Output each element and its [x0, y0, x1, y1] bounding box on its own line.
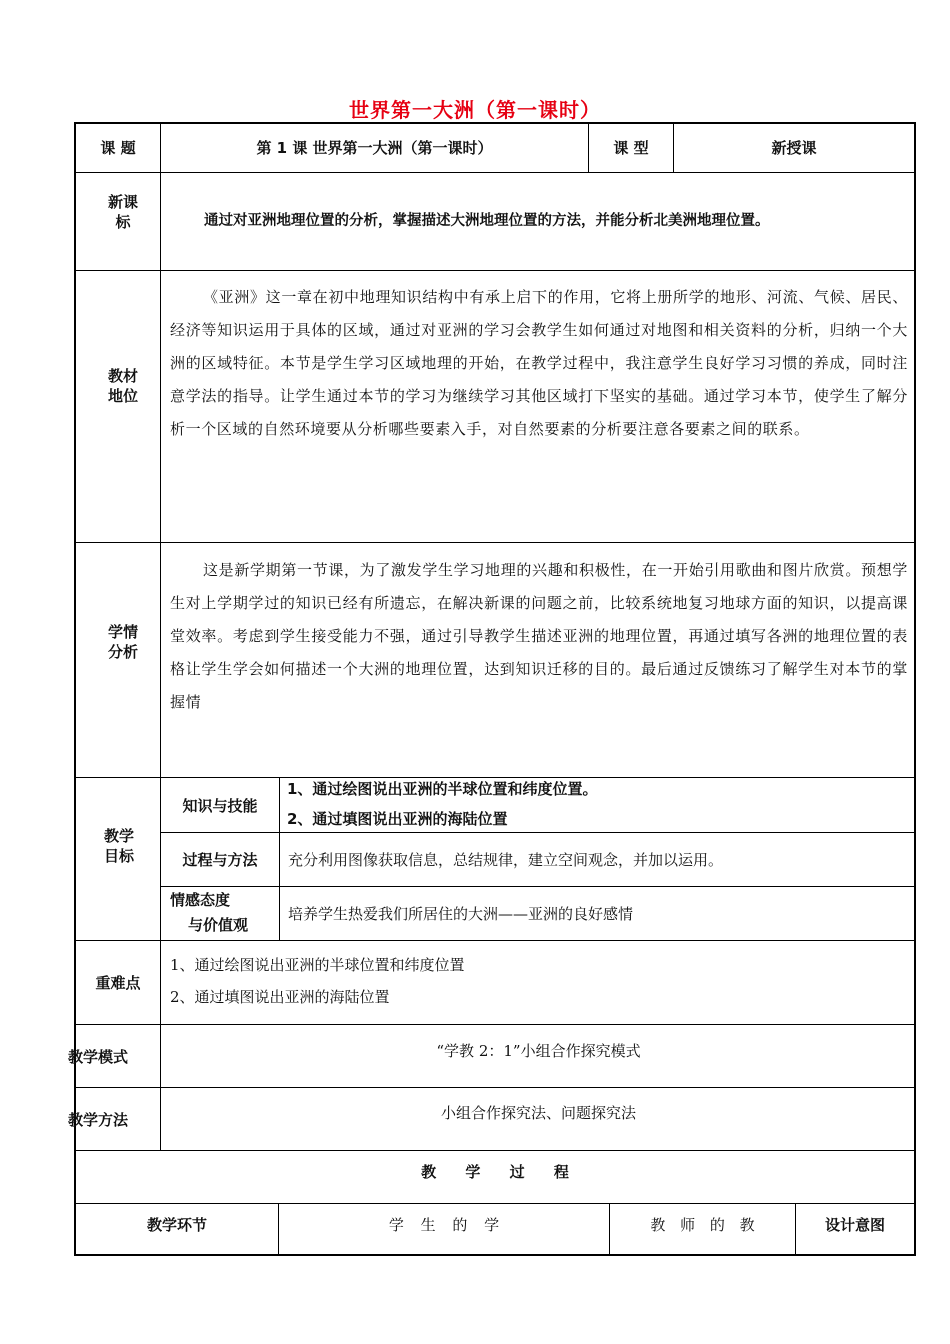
row-divider [74, 172, 916, 173]
standard-label: 新课标 [108, 193, 139, 231]
column-divider [160, 122, 161, 1150]
knowledge-item-1: 1、通过绘图说出亚洲的半球位置和纬度位置。 [287, 780, 598, 798]
col-step: 教学环节 [146, 1216, 207, 1234]
lesson-label: 课 题 [100, 139, 136, 157]
row-divider [74, 1087, 916, 1088]
col-teacher: 教 师 的 教 [650, 1216, 755, 1234]
method-label: 教学方法 [68, 1111, 129, 1129]
row-divider [74, 777, 916, 778]
row-divider [74, 542, 916, 543]
row-divider [74, 1024, 916, 1025]
textbook-label: 教材地位 [108, 367, 139, 405]
knowledge-item-2: 2、通过填图说出亚洲的海陆位置 [287, 810, 508, 828]
learners-label: 学情分析 [108, 623, 139, 661]
emotion-text: 培养学生热爱我们所居住的大洲——亚洲的良好感情 [288, 905, 634, 923]
row-divider [74, 270, 916, 271]
type-value: 新授课 [771, 139, 817, 157]
document-title: 世界第一大洲（第一课时） [349, 98, 601, 122]
process-label: 过程与方法 [182, 851, 258, 869]
standard-text: 通过对亚洲地理位置的分析，掌握描述大洲地理位置的方法，并能分析北美洲地理位置。 [204, 213, 770, 229]
emotion-label-2: 与价值观 [188, 916, 249, 934]
method-text: 小组合作探究法、问题探究法 [440, 1104, 636, 1122]
key-point-2: 2、通过填图说出亚洲的海陆位置 [170, 988, 390, 1006]
textbook-text [170, 281, 908, 446]
row-divider [74, 1203, 916, 1204]
row-divider [74, 1150, 916, 1151]
textbook-paragraph: 《亚洲》这一章在初中地理知识结构中有承上启下的作用，它将上册所学的地形、河流、气候、居民、经济等知识运用于具体的区域，通过对亚洲的学习会教学生如何通过对地图和相关资料的分析，归纳一个大洲的区域特征。本节是学生学习区域地理的开始，在教学过程中，我注意学生良好学习习惯的养成，同时注意学法的指导。让学生通过本节的学习为继续学习其他区域打下坚实的基础。通过学习本节，使学生了解分析一个区域的自然环境要从分析哪些要素入手，对自然要素的分析要注意各要素之间的联系。 [170, 288, 908, 438]
process-header: 教 学 过 程 [421, 1163, 569, 1181]
knowledge-label: 知识与技能 [182, 797, 258, 815]
emotion-label-1: 情感态度 [170, 891, 231, 909]
lesson-value: 第 1 课 世界第一大洲（第一课时） [256, 139, 493, 157]
key-points-label: 重难点 [95, 974, 141, 992]
type-label: 课 型 [613, 139, 649, 157]
learners-paragraph: 这是新学期第一节课，为了激发学生学习地理的兴趣和积极性，在一开始引用歌曲和图片欣赏。预想学生对上学期学过的知识已经有所遗忘，在解决新课的问题之前，比较系统地复习地球方面的知识，以提高课堂效率。考虑到学生接受能力不强，通过引导教学生描述亚洲的地理位置，再通过填写各洲的地理位置的表格让学生学会如何描述一个大洲的地理位置，达到知识迁移的目的。最后通过反馈练习了解学生对本节的掌握情 [170, 561, 908, 711]
key-point-1: 1、通过绘图说出亚洲的半球位置和纬度位置 [170, 956, 465, 974]
column-divider [279, 777, 280, 940]
learners-text [170, 554, 908, 719]
col-intent: 设计意图 [824, 1216, 885, 1234]
row-divider [161, 832, 916, 833]
row-divider [74, 940, 916, 941]
goals-label: 教学目标 [104, 827, 135, 865]
mode-label: 教学模式 [68, 1048, 129, 1066]
mode-text: “学教 2：1”小组合作探究模式 [436, 1042, 641, 1060]
row-divider [161, 886, 916, 887]
process-text: 充分利用图像获取信息，总结规律，建立空间观念，并加以运用。 [288, 851, 724, 869]
col-student: 学 生 的 学 [388, 1216, 500, 1234]
